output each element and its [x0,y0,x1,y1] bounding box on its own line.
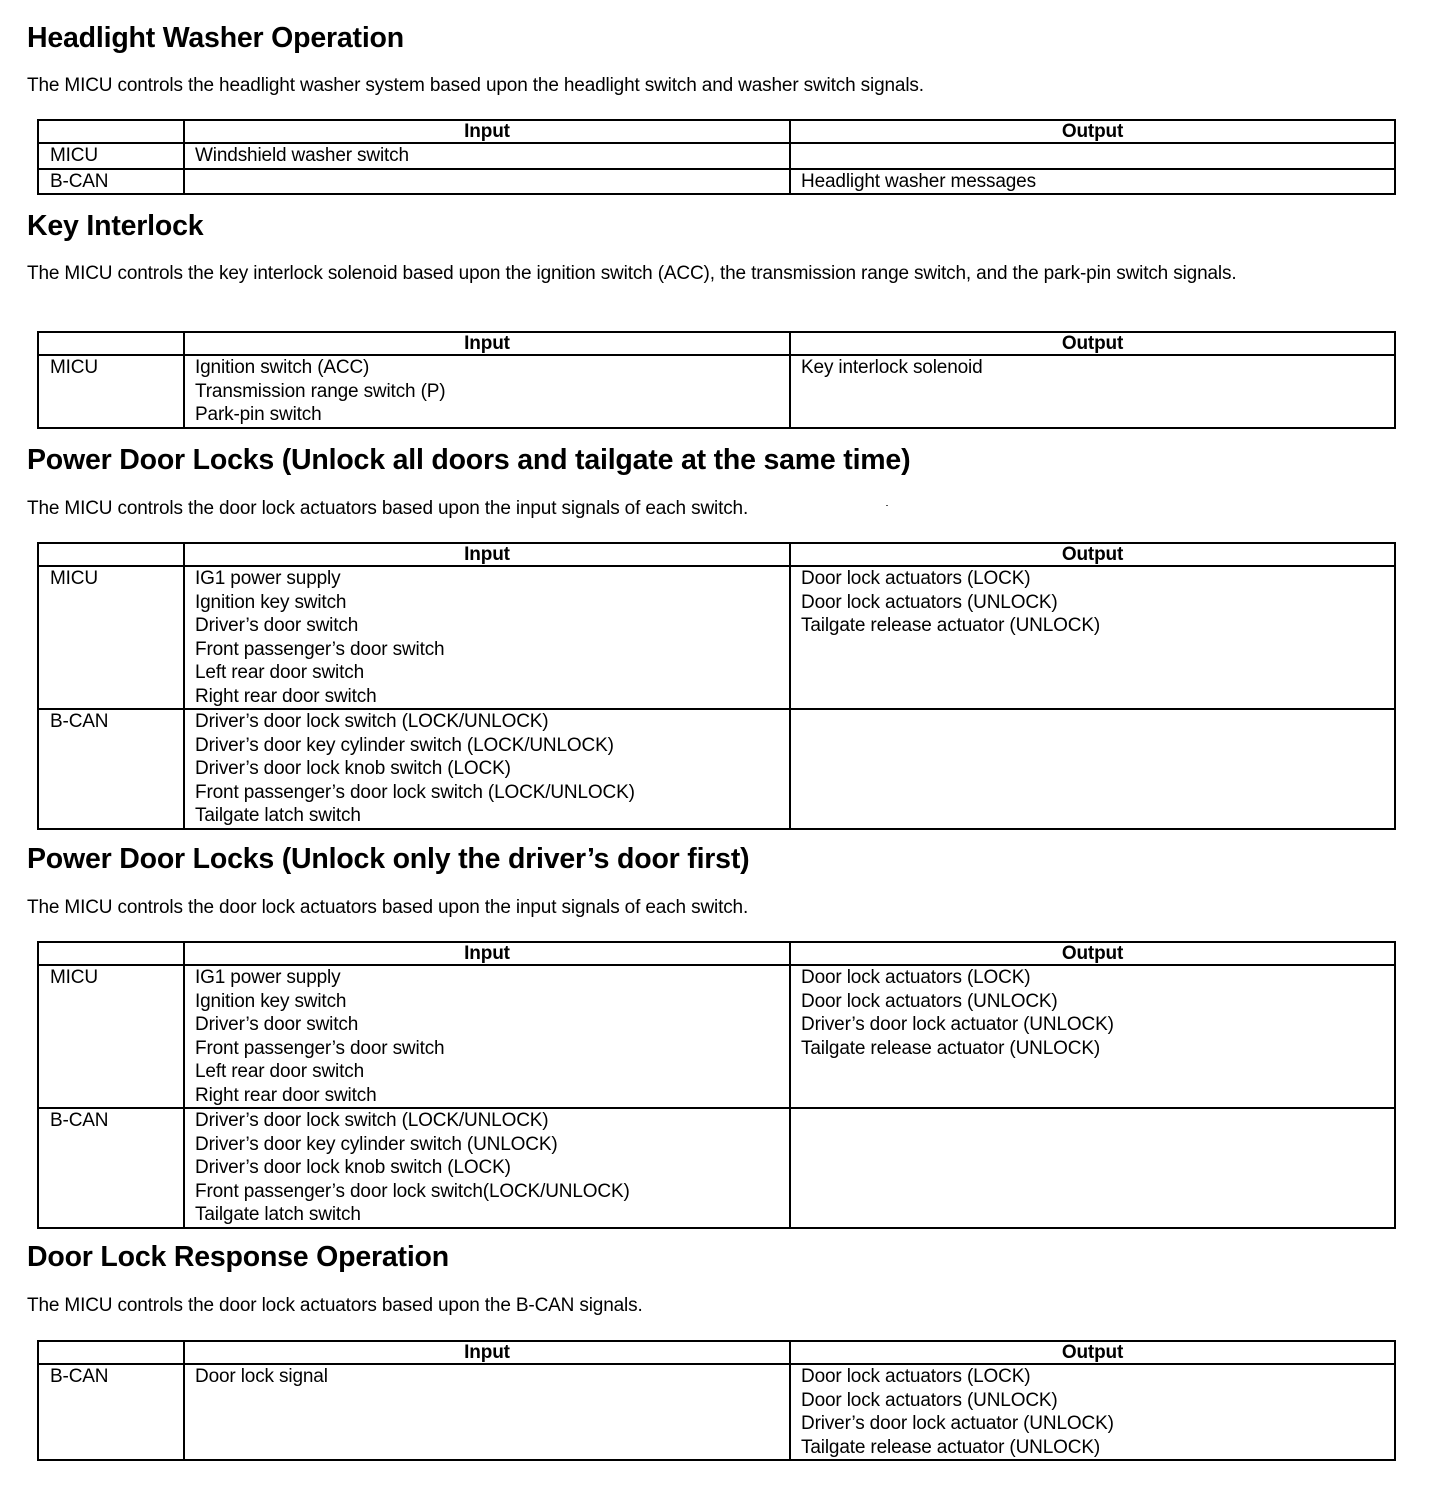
input-item: Left rear door switch [195,1061,364,1082]
input-item: Driver’s door switch [195,1014,359,1035]
row-source: B-CAN [38,1108,184,1228]
output-item: Headlight washer messages [801,170,1036,192]
row-outputs [790,143,1395,169]
table-header-row [38,120,1395,143]
row-source: B-CAN [38,709,184,829]
output-item: Door lock actuators (UNLOCK) [801,1389,1058,1411]
header-source [38,120,184,143]
header-input: Input [184,543,790,566]
input-item: Left rear door switch [195,662,364,683]
section-description: The MICU controls the door lock actuators based upon the input signals of each switch. [27,498,749,519]
output-item: Door lock actuators (LOCK) [801,568,1031,589]
row-inputs [184,1364,790,1460]
section-description: The MICU controls the door lock actuators based upon the input signals of each switch. [27,897,749,918]
input-item: Front passenger’s door lock switch (LOCK/UNLOCK) [195,781,635,803]
io-table [37,331,1396,429]
input-item: Driver’s door key cylinder switch (LOCK/UNLOCK) [195,734,614,756]
io-table [37,119,1396,195]
row-source: MICU [38,965,184,1108]
input-item: Front passenger’s door switch [195,638,445,660]
row-outputs [790,355,1395,428]
io-table [37,1340,1396,1461]
output-item: Key interlock solenoid [801,357,983,378]
input-item: Right rear door switch [195,1084,377,1106]
row-inputs [184,709,790,829]
section-description: The MICU controls the headlight washer system based upon the headlight switch and washer switch signals. [27,75,924,96]
table-row [38,1364,1395,1460]
row-outputs [790,1108,1395,1228]
input-item: Transmission range switch (P) [195,380,446,402]
header-source [38,332,184,355]
input-item: Ignition switch (ACC) [195,357,370,378]
io-table [37,542,1396,830]
header-output: Output [790,120,1395,143]
row-inputs [184,566,790,709]
table-row [38,709,1395,829]
input-item: Driver’s door lock switch (LOCK/UNLOCK) [195,1110,549,1131]
row-source: B-CAN [38,1364,184,1460]
section-heading: Key Interlock [27,210,204,242]
header-output: Output [790,543,1395,566]
output-item: Tailgate release actuator (UNLOCK) [801,1037,1101,1059]
row-outputs [790,169,1395,195]
table-row [38,1108,1395,1228]
input-item: Windshield washer switch [195,145,409,166]
input-item: Driver’s door lock switch (LOCK/UNLOCK) [195,711,549,732]
header-source [38,942,184,965]
header-output: Output [790,942,1395,965]
input-item: Driver’s door key cylinder switch (UNLOCK) [195,1133,558,1155]
input-item: Ignition key switch [195,591,347,613]
header-output: Output [790,1341,1395,1364]
header-input: Input [184,942,790,965]
header-source [38,543,184,566]
header-input: Input [184,120,790,143]
header-input: Input [184,1341,790,1364]
input-item: Right rear door switch [195,685,377,707]
table-row [38,143,1395,169]
section-description: The MICU controls the door lock actuators based upon the B-CAN signals. [27,1295,643,1316]
output-item: Door lock actuators (UNLOCK) [801,591,1058,613]
row-inputs [184,169,790,195]
header-output: Output [790,332,1395,355]
output-item: Door lock actuators (LOCK) [801,967,1031,988]
row-source: MICU [38,143,184,169]
output-item: Driver’s door lock actuator (UNLOCK) [801,1413,1114,1434]
scan-artifact [886,505,888,506]
section-description: The MICU controls the key interlock solenoid based upon the ignition switch (ACC), the transmission range switch, and the park-pin switch signals. [27,263,1237,284]
input-item: Driver’s door lock knob switch (LOCK) [195,1157,511,1178]
row-inputs [184,965,790,1108]
row-outputs [790,709,1395,829]
table-header-row [38,942,1395,965]
input-item: IG1 power supply [195,568,341,589]
input-item: Driver’s door lock knob switch (LOCK) [195,758,511,779]
input-item: Tailgate latch switch [195,1204,361,1225]
table-header-row [38,1341,1395,1364]
table-row [38,355,1395,428]
input-item: Ignition key switch [195,990,347,1012]
input-item: Front passenger’s door switch [195,1037,445,1059]
input-item: Door lock signal [195,1366,328,1387]
table-row [38,566,1395,709]
io-table [37,941,1396,1229]
row-source: MICU [38,355,184,428]
output-item: Tailgate release actuator (UNLOCK) [801,615,1101,636]
input-item: Park-pin switch [195,404,322,425]
row-inputs [184,143,790,169]
output-item: Driver’s door lock actuator (UNLOCK) [801,1014,1114,1035]
row-outputs [790,1364,1395,1460]
input-item: Driver’s door switch [195,615,359,636]
table-header-row [38,332,1395,355]
table-header-row [38,543,1395,566]
output-item: Tailgate release actuator (UNLOCK) [801,1436,1101,1458]
header-input: Input [184,332,790,355]
row-source: B-CAN [38,169,184,195]
table-row [38,169,1395,195]
row-inputs [184,1108,790,1228]
row-source: MICU [38,566,184,709]
section-heading: Headlight Washer Operation [27,22,404,54]
output-item: Door lock actuators (LOCK) [801,1366,1031,1387]
row-outputs [790,566,1395,709]
output-item: Door lock actuators (UNLOCK) [801,990,1058,1012]
section-heading: Power Door Locks (Unlock all doors and tailgate at the same time) [27,444,911,476]
table-row [38,965,1395,1108]
input-item: Tailgate latch switch [195,805,361,826]
section-heading: Door Lock Response Operation [27,1241,449,1273]
input-item: Front passenger’s door lock switch(LOCK/UNLOCK) [195,1180,630,1202]
input-item: IG1 power supply [195,967,341,988]
row-inputs [184,355,790,428]
header-source [38,1341,184,1364]
section-heading: Power Door Locks (Unlock only the driver’s door first) [27,843,750,875]
row-outputs [790,965,1395,1108]
